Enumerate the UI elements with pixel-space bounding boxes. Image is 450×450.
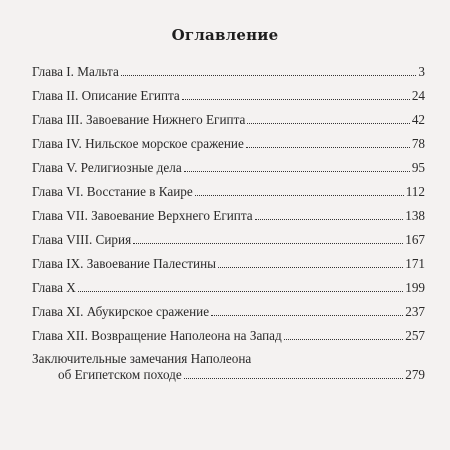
dot-leader [133, 242, 403, 244]
toc-entry-label: Глава IV. Нильское морское сражение [32, 136, 244, 151]
toc-entry-chapter-8 [32, 223, 425, 247]
toc-entry-chapter-9 [32, 247, 425, 271]
page-title: Оглавление [171, 26, 279, 44]
toc-entry-chapter-6 [32, 175, 425, 199]
toc-entry-label-line1: Заключительные замечания Наполеона [32, 351, 252, 366]
toc-entry-label: Глава IX. Завоевание Палестины [32, 256, 216, 271]
toc-entry-label-line2-row [32, 367, 425, 383]
toc-entry-page: 199 [405, 280, 425, 295]
toc-entry-label: Глава VIII. Сирия [32, 232, 132, 247]
dot-leader [182, 98, 410, 100]
toc-entry-page: 237 [405, 304, 425, 319]
toc-entry-chapter-5 [32, 151, 425, 175]
toc-entry-chapter-7 [32, 199, 425, 223]
toc-entry-chapter-3 [32, 103, 425, 127]
toc-entry-chapter-12 [32, 319, 425, 343]
toc-entry-label: Глава X [32, 280, 76, 295]
toc-entry-label: Глава I. Мальта [32, 64, 119, 79]
toc-entry-chapter-10 [32, 271, 425, 295]
toc-entry-chapter-1 [32, 55, 425, 79]
toc-entry-page: 42 [411, 112, 425, 127]
dot-leader [247, 122, 409, 124]
toc-entry-page: 171 [405, 256, 425, 271]
toc-entry-label: Глава XII. Возвращение Наполеона на Запад [32, 328, 282, 343]
toc-entry-label: Глава II. Описание Египта [32, 88, 180, 103]
toc-entry-chapter-4 [32, 127, 425, 151]
toc-entry-page: 279 [405, 367, 425, 382]
toc-entry-page: 112 [405, 184, 425, 199]
toc-entry-label: Глава V. Религиозные дела [32, 160, 182, 175]
toc-entry-label: Глава VII. Завоевание Верхнего Египта [32, 208, 253, 223]
dot-leader [184, 170, 410, 172]
toc-entry-page: 24 [411, 88, 425, 103]
toc-entry-label: Глава VI. Восстание в Каире [32, 184, 193, 199]
dot-leader [255, 218, 404, 220]
dot-leader [246, 146, 410, 148]
toc-entry-page: 257 [405, 328, 425, 343]
toc-entry-label: Глава XI. Абукирское сражение [32, 304, 210, 319]
toc-entry-chapter-11 [32, 295, 425, 319]
toc-entry-page: 78 [411, 136, 425, 151]
dot-leader [78, 290, 403, 292]
dot-leader [121, 74, 417, 76]
dot-leader [284, 338, 403, 340]
toc-entry-label: Глава III. Завоевание Нижнего Египта [32, 112, 246, 127]
toc-entry-conclusion [32, 351, 425, 383]
dot-leader [184, 377, 403, 379]
toc-entry-page: 138 [405, 208, 425, 223]
toc-entry-label-line2: об Египетском походе [58, 367, 182, 382]
toc-entry-page: 167 [405, 232, 425, 247]
toc-entry-page: 95 [411, 160, 425, 175]
table-of-contents [32, 55, 425, 383]
dot-leader [211, 314, 403, 316]
toc-entry-chapter-2 [32, 79, 425, 103]
dot-leader [218, 266, 403, 268]
dot-leader [195, 194, 404, 196]
toc-entry-page: 3 [418, 64, 425, 79]
